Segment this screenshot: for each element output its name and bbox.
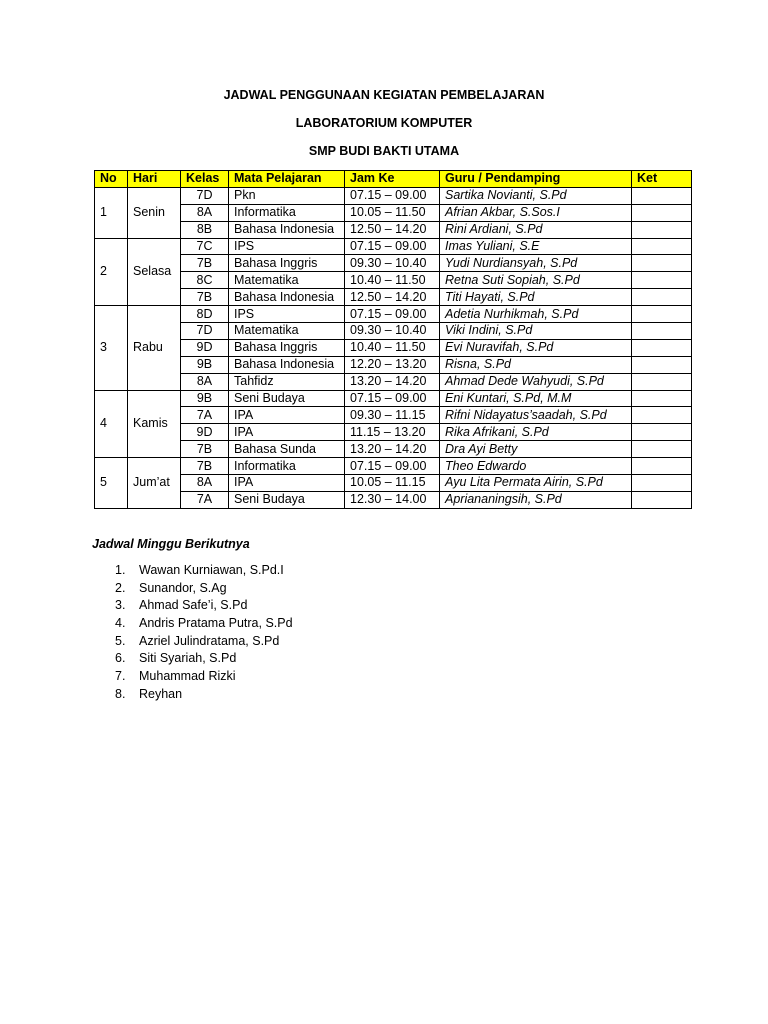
cell-mata-pelajaran: Bahasa Indonesia bbox=[229, 356, 345, 373]
cell-ket bbox=[632, 339, 692, 356]
cell-mata-pelajaran: Bahasa Indonesia bbox=[229, 221, 345, 238]
table-header-row bbox=[95, 171, 692, 188]
cell-jam-ke: 12.20 – 13.20 bbox=[345, 356, 440, 373]
cell-guru: Evi Nuravifah, S.Pd bbox=[440, 339, 632, 356]
cell-hari: Jum’at bbox=[128, 458, 181, 509]
cell-ket bbox=[632, 306, 692, 323]
cell-guru: Ahmad Dede Wahyudi, S.Pd bbox=[440, 373, 632, 390]
cell-kelas: 8A bbox=[181, 204, 229, 221]
cell-kelas: 7A bbox=[181, 491, 229, 508]
cell-ket bbox=[632, 407, 692, 424]
list-item-name: Ahmad Safe’i, S.Pd bbox=[139, 598, 248, 613]
cell-kelas: 8A bbox=[181, 373, 229, 390]
header-hari: Hari bbox=[128, 171, 181, 188]
table-row bbox=[95, 323, 692, 340]
cell-jam-ke: 07.15 – 09.00 bbox=[345, 458, 440, 475]
cell-jam-ke: 07.15 – 09.00 bbox=[345, 390, 440, 407]
table-row bbox=[95, 441, 692, 458]
cell-jam-ke: 10.05 – 11.15 bbox=[345, 475, 440, 492]
table-row bbox=[95, 306, 692, 323]
table-row bbox=[95, 238, 692, 255]
cell-ket bbox=[632, 424, 692, 441]
cell-kelas: 8D bbox=[181, 306, 229, 323]
cell-kelas: 7B bbox=[181, 255, 229, 272]
cell-jam-ke: 12.50 – 14.20 bbox=[345, 221, 440, 238]
cell-ket bbox=[632, 289, 692, 306]
table-row bbox=[95, 424, 692, 441]
cell-ket bbox=[632, 475, 692, 492]
table-row bbox=[95, 289, 692, 306]
table-row bbox=[95, 272, 692, 289]
cell-ket bbox=[632, 204, 692, 221]
cell-mata-pelajaran: Matematika bbox=[229, 272, 345, 289]
table-row bbox=[95, 458, 692, 475]
list-item bbox=[92, 686, 293, 704]
list-item-number: 6. bbox=[115, 651, 126, 666]
list-item-name: Wawan Kurniawan, S.Pd.I bbox=[139, 563, 284, 577]
table-row bbox=[95, 255, 692, 272]
title-lab: LABORATORIUM KOMPUTER bbox=[295, 116, 473, 130]
next-week-title: Jadwal Minggu Berikutnya bbox=[92, 537, 250, 551]
cell-jam-ke: 07.15 – 09.00 bbox=[345, 238, 440, 255]
list-item bbox=[92, 580, 293, 598]
cell-hari: Rabu bbox=[128, 306, 181, 390]
cell-ket bbox=[632, 238, 692, 255]
table-row bbox=[95, 187, 692, 204]
cell-guru: Afrian Akbar, S.Sos.I bbox=[440, 204, 632, 221]
cell-ket bbox=[632, 255, 692, 272]
cell-guru: Imas Yuliani, S.E bbox=[440, 238, 632, 255]
cell-guru: Rifni Nidayatus’saadah, S.Pd bbox=[440, 407, 632, 424]
cell-jam-ke: 11.15 – 13.20 bbox=[345, 424, 440, 441]
cell-ket bbox=[632, 390, 692, 407]
header-mata-pelajaran: Mata Pelajaran bbox=[229, 171, 345, 188]
cell-no: 5 bbox=[95, 458, 128, 509]
schedule-body bbox=[95, 187, 692, 508]
table-row bbox=[95, 475, 692, 492]
cell-guru: Rika Afrikani, S.Pd bbox=[440, 424, 632, 441]
cell-hari: Selasa bbox=[128, 238, 181, 306]
cell-mata-pelajaran: IPS bbox=[229, 306, 345, 323]
cell-ket bbox=[632, 441, 692, 458]
cell-jam-ke: 07.15 – 09.00 bbox=[345, 187, 440, 204]
header-ket: Ket bbox=[632, 171, 692, 188]
cell-guru: Retna Suti Sopiah, S.Pd bbox=[440, 272, 632, 289]
header-jam-ke: Jam Ke bbox=[345, 171, 440, 188]
cell-jam-ke: 07.15 – 09.00 bbox=[345, 306, 440, 323]
header-no: No bbox=[95, 171, 128, 188]
cell-mata-pelajaran: IPA bbox=[229, 424, 345, 441]
list-item-name: Azriel Julindratama, S.Pd bbox=[139, 633, 280, 648]
table-row bbox=[95, 221, 692, 238]
table-row bbox=[95, 373, 692, 390]
cell-mata-pelajaran: Matematika bbox=[229, 323, 345, 340]
table-row bbox=[95, 407, 692, 424]
list-item bbox=[92, 562, 293, 580]
cell-no: 3 bbox=[95, 306, 128, 390]
cell-jam-ke: 09.30 – 11.15 bbox=[345, 407, 440, 424]
cell-jam-ke: 09.30 – 10.40 bbox=[345, 323, 440, 340]
cell-kelas: 9B bbox=[181, 390, 229, 407]
list-item-number: 5. bbox=[115, 633, 126, 648]
cell-ket bbox=[632, 491, 692, 508]
cell-guru: Ayu Lita Permata Airin, S.Pd bbox=[440, 475, 632, 492]
cell-mata-pelajaran: IPS bbox=[229, 238, 345, 255]
cell-kelas: 8B bbox=[181, 221, 229, 238]
cell-guru: Viki Indini, S.Pd bbox=[440, 323, 632, 340]
cell-no: 2 bbox=[95, 238, 128, 306]
cell-guru: Rini Ardiani, S.Pd bbox=[440, 221, 632, 238]
list-item-name: Andris Pratama Putra, S.Pd bbox=[139, 616, 293, 631]
cell-mata-pelajaran: Seni Budaya bbox=[229, 491, 345, 508]
cell-ket bbox=[632, 458, 692, 475]
cell-guru: Titi Hayati, S.Pd bbox=[440, 289, 632, 306]
table-row bbox=[95, 339, 692, 356]
cell-jam-ke: 09.30 – 10.40 bbox=[345, 255, 440, 272]
cell-guru: Yudi Nurdiansyah, S.Pd bbox=[440, 255, 632, 272]
cell-kelas: 7B bbox=[181, 441, 229, 458]
cell-guru: Adetia Nurhikmah, S.Pd bbox=[440, 306, 632, 323]
cell-guru: Apriananingsih, S.Pd bbox=[440, 491, 632, 508]
list-item bbox=[92, 668, 293, 686]
list-item-name: Muhammad Rizki bbox=[139, 669, 236, 684]
cell-ket bbox=[632, 356, 692, 373]
list-item-name: Siti Syariah, S.Pd bbox=[139, 651, 237, 666]
cell-mata-pelajaran: IPA bbox=[229, 475, 345, 492]
cell-kelas: 7D bbox=[181, 187, 229, 204]
list-item bbox=[92, 615, 293, 633]
cell-jam-ke: 13.20 – 14.20 bbox=[345, 373, 440, 390]
cell-kelas: 7B bbox=[181, 458, 229, 475]
cell-ket bbox=[632, 272, 692, 289]
cell-hari: Kamis bbox=[128, 390, 181, 458]
list-item-number: 3. bbox=[115, 598, 126, 613]
list-item-number: 1. bbox=[115, 563, 126, 577]
cell-no: 1 bbox=[95, 187, 128, 238]
list-item-number: 4. bbox=[115, 616, 126, 631]
list-item bbox=[92, 633, 293, 651]
cell-jam-ke: 12.50 – 14.20 bbox=[345, 289, 440, 306]
title-schedule: JADWAL PENGGUNAAN KEGIATAN PEMBELAJARAN bbox=[223, 88, 545, 102]
cell-jam-ke: 10.40 – 11.50 bbox=[345, 339, 440, 356]
cell-mata-pelajaran: Bahasa Indonesia bbox=[229, 289, 345, 306]
list-item-number: 7. bbox=[115, 669, 126, 684]
cell-guru: Theo Edwardo bbox=[440, 458, 632, 475]
cell-jam-ke: 10.05 – 11.50 bbox=[345, 204, 440, 221]
cell-guru: Eni Kuntari, S.Pd, M.M bbox=[440, 390, 632, 407]
list-item-name: Sunandor, S.Ag bbox=[139, 580, 227, 595]
cell-guru: Dra Ayi Betty bbox=[440, 441, 632, 458]
cell-hari: Senin bbox=[128, 187, 181, 238]
cell-kelas: 8C bbox=[181, 272, 229, 289]
cell-mata-pelajaran: Informatika bbox=[229, 204, 345, 221]
cell-kelas: 9D bbox=[181, 424, 229, 441]
cell-mata-pelajaran: Bahasa Inggris bbox=[229, 255, 345, 272]
cell-guru: Sartika Novianti, S.Pd bbox=[440, 187, 632, 204]
cell-mata-pelajaran: Tahfidz bbox=[229, 373, 345, 390]
cell-mata-pelajaran: Bahasa Inggris bbox=[229, 339, 345, 356]
cell-ket bbox=[632, 323, 692, 340]
cell-kelas: 7B bbox=[181, 289, 229, 306]
cell-mata-pelajaran: Bahasa Sunda bbox=[229, 441, 345, 458]
table-row bbox=[95, 204, 692, 221]
cell-jam-ke: 10.40 – 11.50 bbox=[345, 272, 440, 289]
cell-mata-pelajaran: Informatika bbox=[229, 458, 345, 475]
header-kelas: Kelas bbox=[181, 171, 229, 188]
cell-guru: Risna, S.Pd bbox=[440, 356, 632, 373]
cell-ket bbox=[632, 221, 692, 238]
cell-mata-pelajaran: IPA bbox=[229, 407, 345, 424]
cell-ket bbox=[632, 373, 692, 390]
cell-kelas: 7A bbox=[181, 407, 229, 424]
list-item-name: Reyhan bbox=[139, 686, 183, 701]
cell-ket bbox=[632, 187, 692, 204]
table-row bbox=[95, 390, 692, 407]
cell-mata-pelajaran: Seni Budaya bbox=[229, 390, 345, 407]
cell-kelas: 9D bbox=[181, 339, 229, 356]
list-item bbox=[92, 650, 293, 668]
list-item-number: 8. bbox=[115, 686, 126, 701]
cell-kelas: 7C bbox=[181, 238, 229, 255]
cell-jam-ke: 12.30 – 14.00 bbox=[345, 491, 440, 508]
header-guru: Guru / Pendamping bbox=[440, 171, 632, 188]
list-item bbox=[92, 597, 293, 615]
title-school: SMP BUDI BAKTI UTAMA bbox=[308, 144, 460, 158]
cell-kelas: 9B bbox=[181, 356, 229, 373]
cell-kelas: 7D bbox=[181, 323, 229, 340]
schedule-table bbox=[94, 170, 692, 509]
cell-mata-pelajaran: Pkn bbox=[229, 187, 345, 204]
table-row bbox=[95, 491, 692, 508]
cell-kelas: 8A bbox=[181, 475, 229, 492]
table-row bbox=[95, 356, 692, 373]
cell-jam-ke: 13.20 – 14.20 bbox=[345, 441, 440, 458]
cell-no: 4 bbox=[95, 390, 128, 458]
next-week-list bbox=[92, 562, 293, 704]
list-item-number: 2. bbox=[115, 580, 126, 595]
